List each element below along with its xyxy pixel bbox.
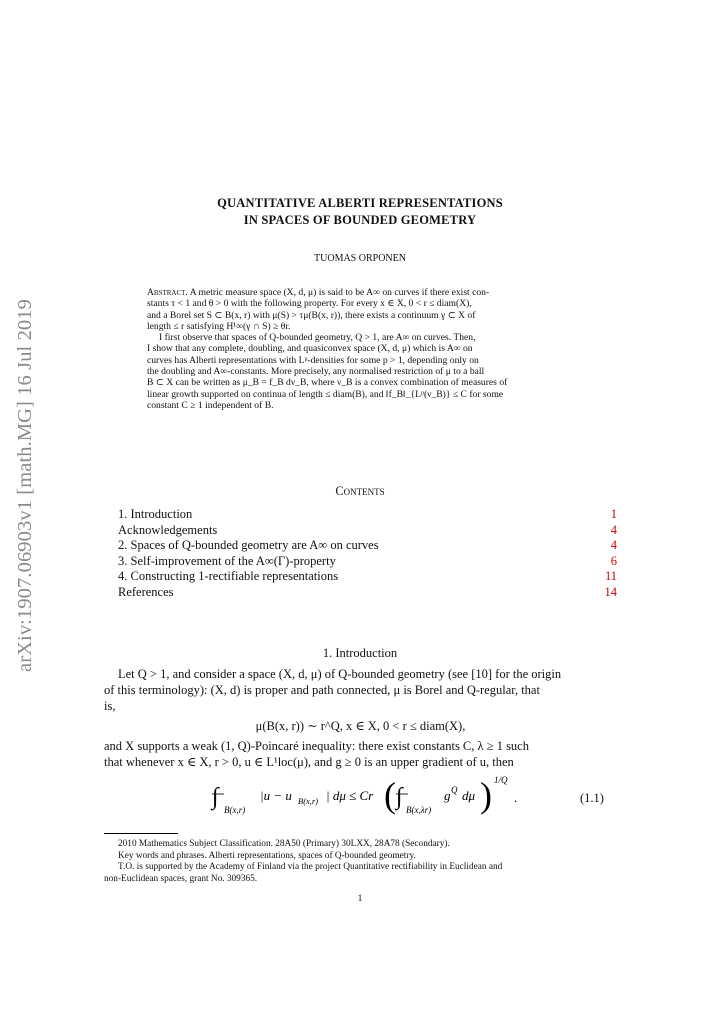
svg-text:∫: ∫ <box>396 784 403 810</box>
abstract-p2-line: curves has Alberti representations with Lᵖ-densities for some p > 1, depending only on <box>147 354 479 366</box>
toc-entry[interactable] <box>118 569 617 585</box>
abstract-p1-line: and a Borel set S ⊂ B(x, r) with μ(S) > τμ(B(x, r)), there exists a continuum γ ⊂ X of <box>147 309 476 321</box>
svg-text:B(x,r): B(x,r) <box>224 805 246 815</box>
intro-p1-line: is, <box>104 699 116 713</box>
footnote-rule <box>104 833 178 834</box>
abstract-p2-line: linear growth supported on continua of length ≤ diam(B), and ‖f_B‖_{Lᵖ(ν_B)} ≤ C for some <box>147 388 504 400</box>
svg-text:): ) <box>480 775 492 815</box>
svg-text:1/Q: 1/Q <box>494 775 508 785</box>
contents-heading: Contents <box>335 484 385 498</box>
svg-text:(: ( <box>384 775 396 815</box>
svg-text:Q: Q <box>451 785 458 795</box>
toc-entry-label[interactable]: 1. Introduction <box>118 507 193 521</box>
poincare-inequality-formula <box>190 770 530 820</box>
toc-entry-label[interactable]: Acknowledgements <box>118 522 218 537</box>
paper-title-line-1: QUANTITATIVE ALBERTI REPRESENTATIONS <box>217 196 503 210</box>
abstract-p2-line: I show that any complete, doubling, and quasiconvex space (X, d, μ) which is A∞ on <box>147 343 473 355</box>
toc-entry[interactable] <box>118 554 617 570</box>
toc-entry-label[interactable]: References <box>118 584 174 599</box>
section-heading-introduction: 1. Introduction <box>322 646 398 660</box>
abstract <box>147 287 574 411</box>
svg-text:g: g <box>444 788 451 803</box>
toc-entry-page-link[interactable]: 6 <box>610 553 617 568</box>
abstract-heading: Abstract. <box>147 287 188 298</box>
intro-p2-line: and X supports a weak (1, Q)-Poincaré inequality: there exist constants C, λ ≥ 1 such <box>104 739 529 753</box>
svg-text:.: . <box>514 790 518 805</box>
svg-text:dμ: dμ <box>462 788 476 803</box>
toc-entry-page-link[interactable]: 1 <box>610 507 617 521</box>
toc-entry-label[interactable]: 4. Constructing 1-rectifiable representations <box>118 569 339 583</box>
intro-p1-line: of this terminology): (X, d) is proper and path connected, μ is Borel and Q-regular, that <box>104 683 540 697</box>
footnote-msc: 2010 Mathematics Subject Classification. 28A50 (Primary) 30LXX, 28A78 (Secondary). <box>118 839 450 849</box>
toc-entry-label[interactable]: 2. Spaces of Q-bounded geometry are A∞ on curves <box>118 538 379 552</box>
arxiv-identifier: arXiv:1907.06903v1 [math.MG] 16 Jul 2019 <box>14 299 36 672</box>
toc-entry[interactable] <box>118 585 617 601</box>
svg-text:∫: ∫ <box>212 784 219 810</box>
abstract-p2-line: the doubling and A∞-constants. More precisely, any normalised restriction of μ to a ball <box>147 366 485 378</box>
toc-entry[interactable] <box>118 523 617 539</box>
equation-number: (1.1) <box>580 791 604 805</box>
toc-entry-label[interactable]: 3. Self-improvement of the A∞(Γ)-property <box>118 553 336 568</box>
abstract-paragraph-2 <box>147 332 574 411</box>
abstract-p1-line: length ≤ r satisfying H¹∞(γ ∩ S) ≥ θr. <box>147 320 291 332</box>
abstract-p2-line: B ⊂ X can be written as μ_B = f_B dν_B, where ν_B is a convex combination of measures of <box>147 377 508 389</box>
abstract-p1-line: A metric measure space (X, d, μ) is said to be A∞ on curves if there exist con- <box>189 287 490 298</box>
page-number: 1 <box>357 894 363 904</box>
footnote-keywords: Key words and phrases. Alberti representations, spaces of Q-bounded geometry. <box>118 850 416 861</box>
toc-entry[interactable] <box>118 507 617 523</box>
footnote-funding: T.O. is supported by the Academy of Finland via the project Quantitative rectifiability in Euclidean and <box>118 862 503 872</box>
intro-p1-line: Let Q > 1, and consider a space (X, d, μ) of Q-bounded geometry (see [10] for the origin <box>118 667 562 681</box>
abstract-p1-line: stants τ < 1 and θ > 0 with the following property. For every x ∈ X, 0 < r ≤ diam(X), <box>147 298 472 310</box>
svg-text:B(x,λr): B(x,λr) <box>406 805 432 815</box>
toc-entry-page-link[interactable]: 4 <box>610 522 617 537</box>
toc-entry-page-link[interactable]: 14 <box>604 584 617 599</box>
abstract-p2-line: constant C ≥ 1 independent of B. <box>147 399 274 411</box>
poincare-inequality <box>190 770 530 820</box>
intro-p2-line: that whenever x ∈ X, r > 0, u ∈ L¹loc(μ), and g ≥ 0 is an upper gradient of u, then <box>104 755 514 769</box>
svg-text:|u − u: |u − u <box>260 788 292 803</box>
intro-paragraph-1 <box>104 666 617 714</box>
svg-text:B(x,r): B(x,r) <box>298 796 319 806</box>
display-equation-regularity: μ(B(x, r)) ∼ r^Q, x ∈ X, 0 < r ≤ diam(X), <box>255 719 466 733</box>
abstract-paragraph-1 <box>147 287 574 332</box>
footnotes <box>104 839 617 885</box>
footnote-funding-cont: non-Euclidean spaces, grant No. 309365. <box>104 873 258 884</box>
svg-text:| dμ ≤ Cr: | dμ ≤ Cr <box>326 788 374 803</box>
toc-entry-page-link[interactable]: 11 <box>604 569 617 583</box>
abstract-paragraph-1-text <box>147 287 489 332</box>
paper-title-line-2: IN SPACES OF BOUNDED GEOMETRY <box>243 213 477 227</box>
intro-paragraph-2 <box>104 738 617 770</box>
abstract-p2-line: I first observe that spaces of Q-bounded geometry, Q > 1, are A∞ on curves. Then, <box>159 332 476 344</box>
toc-entry[interactable] <box>118 538 617 554</box>
paper-author: TUOMAS ORPONEN <box>314 253 406 264</box>
toc-entry-page-link[interactable]: 4 <box>610 538 617 552</box>
table-of-contents <box>118 507 617 600</box>
